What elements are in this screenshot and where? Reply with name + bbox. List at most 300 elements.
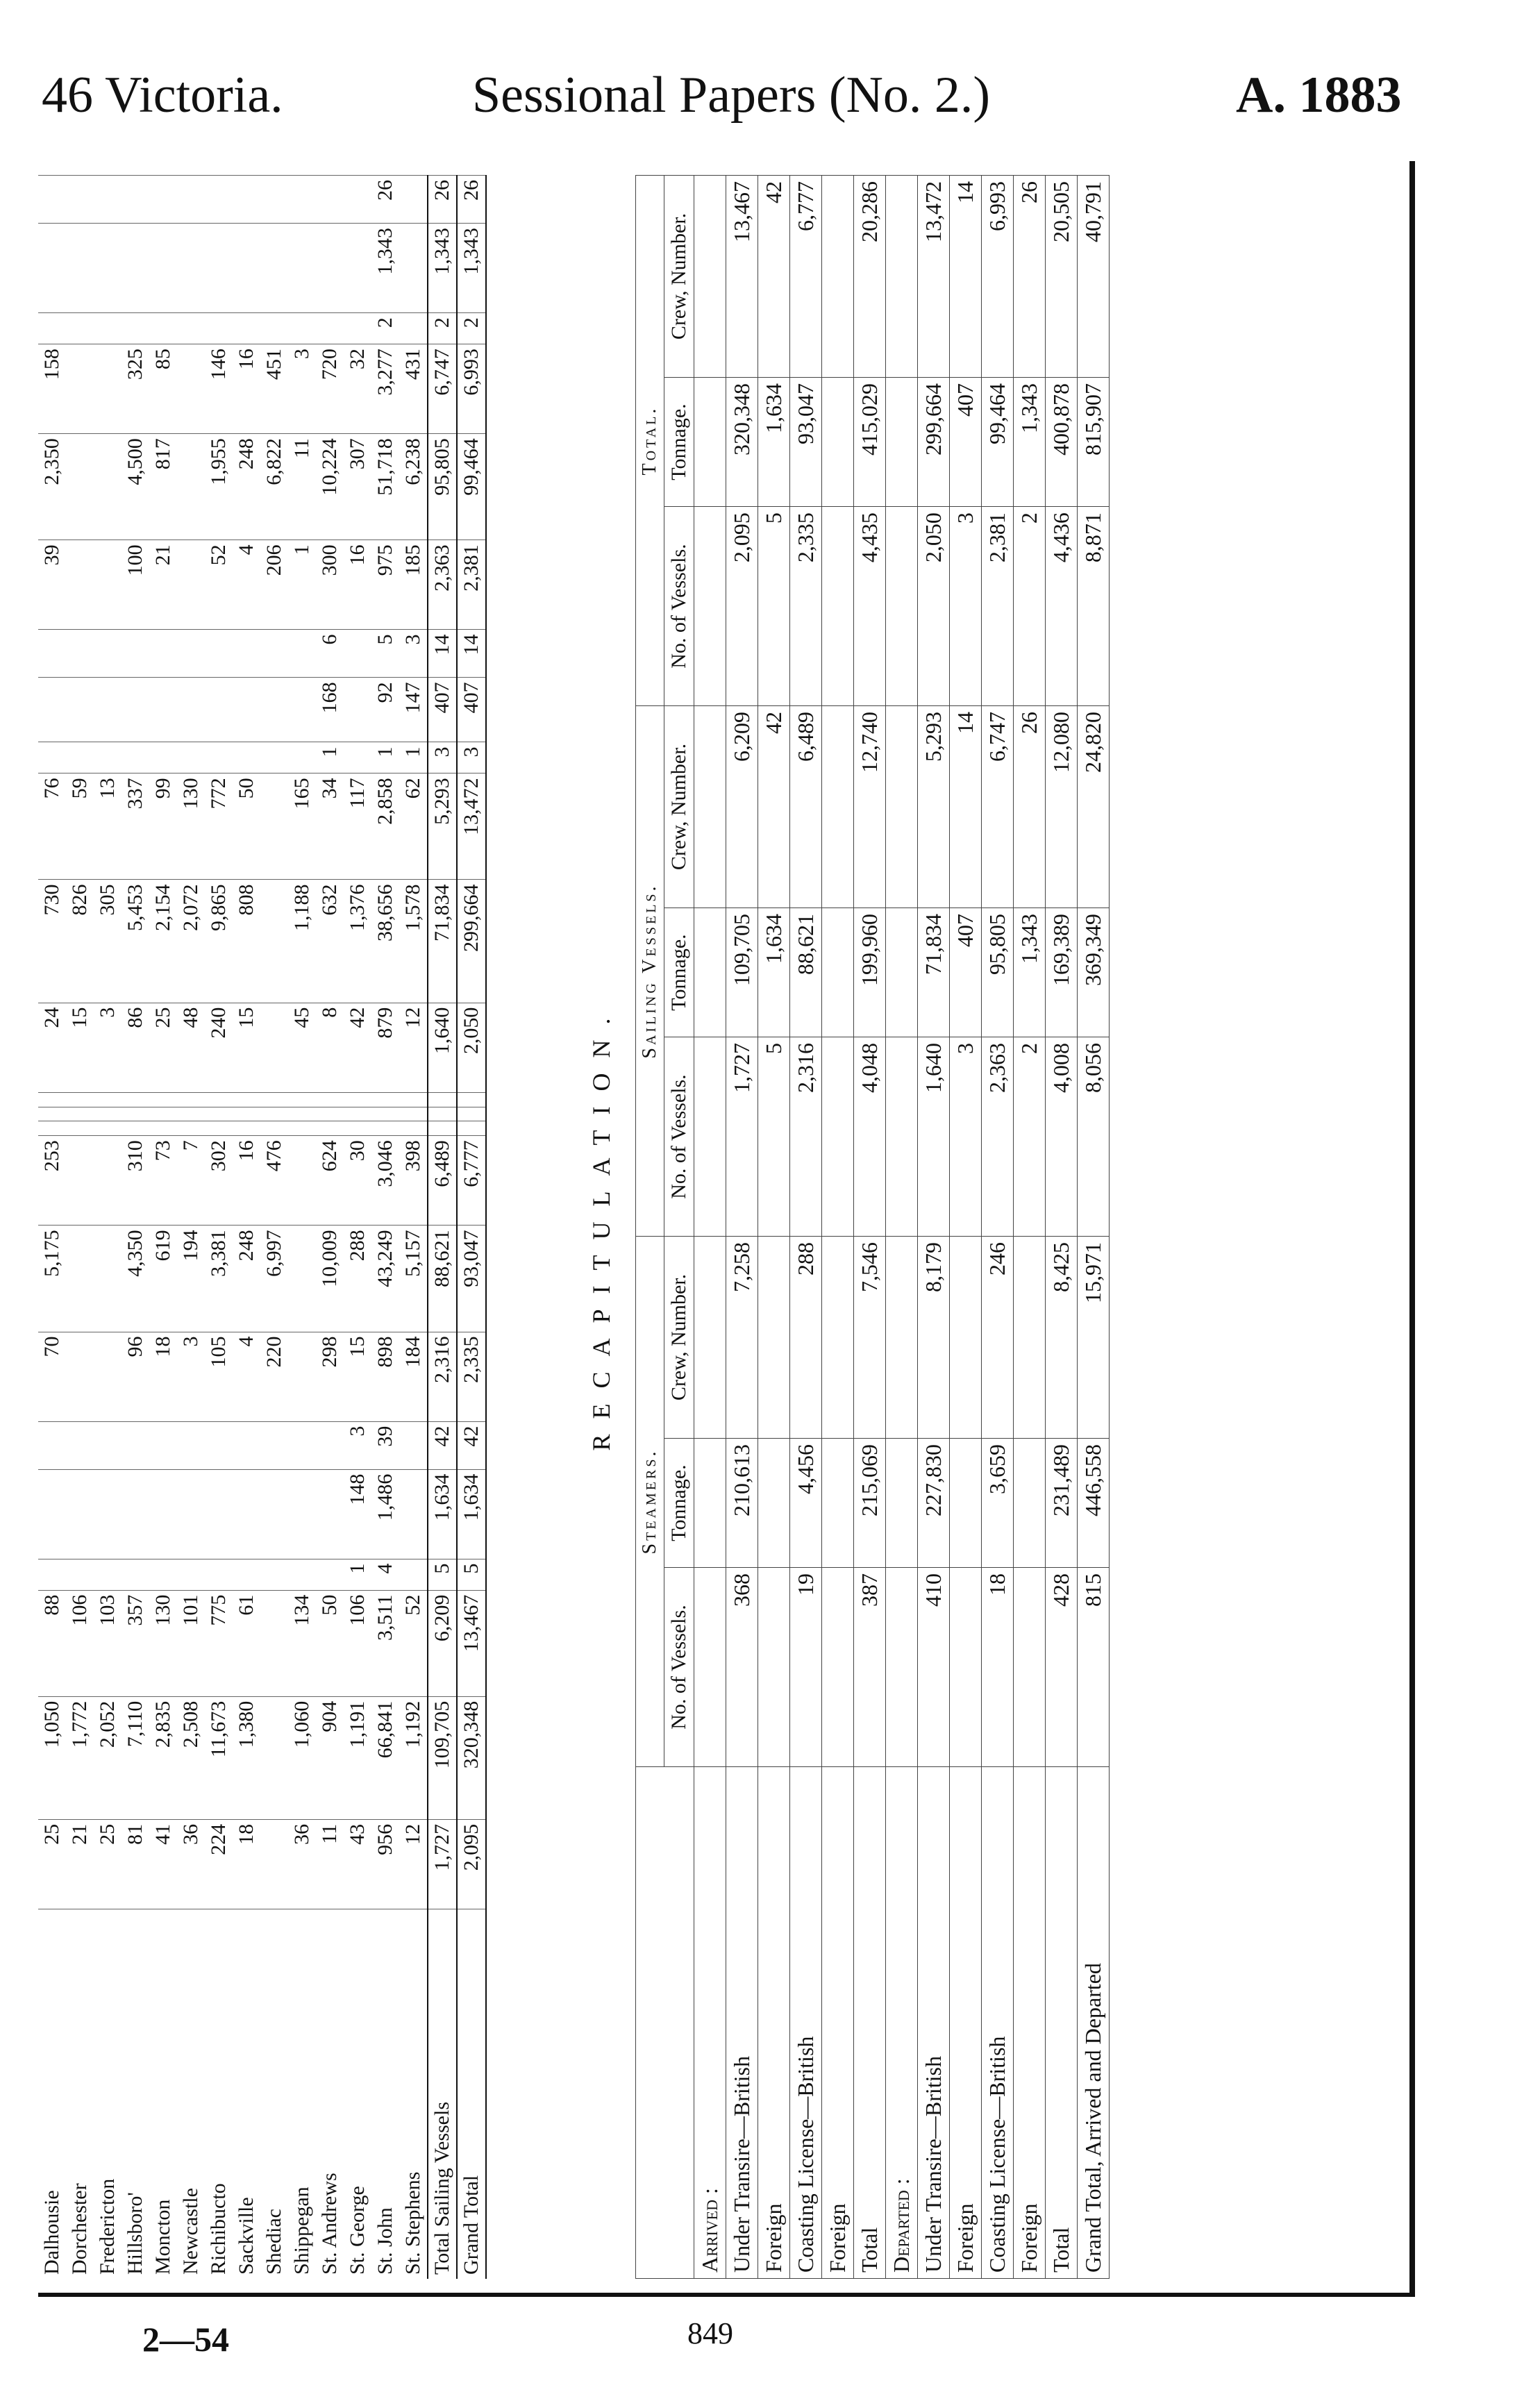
recap-cell (822, 908, 854, 1037)
port-cell (205, 1107, 233, 1121)
port-cell: 6,822 (260, 434, 288, 540)
port-cell (38, 630, 66, 678)
recap-cell: 26 (1014, 176, 1046, 378)
recap-cell: 95,805 (982, 908, 1014, 1037)
port-cell: 3 (344, 1421, 371, 1469)
port-cell (177, 434, 205, 540)
recap-cell: 40,791 (1078, 176, 1110, 378)
recap-cell (758, 1568, 790, 1767)
port-cell: 5,453 (122, 880, 149, 1003)
recap-cell: 815,907 (1078, 378, 1110, 507)
port-cell: 1,380 (233, 1696, 260, 1819)
port-cell: 105 (205, 1332, 233, 1421)
recap-cell: 246 (982, 1237, 1014, 1439)
port-cell: 184 (399, 1332, 428, 1421)
port-cell: 3,277 (371, 344, 399, 434)
port-cell: 5,157 (399, 1226, 428, 1332)
recap-row (854, 176, 886, 2279)
port-cell (122, 1107, 149, 1121)
port-cell: 59 (66, 773, 94, 880)
port-cell: 1 (344, 1559, 371, 1590)
recap-row-label: Coasting License—British (982, 1767, 1014, 2279)
port-cell: 38,656 (371, 880, 399, 1003)
port-cell (371, 1107, 399, 1121)
port-cell (428, 1121, 457, 1136)
port-cell (233, 678, 260, 742)
recap-cell: 4,435 (854, 507, 886, 706)
recap-cell: 400,878 (1046, 378, 1078, 507)
port-cell (38, 678, 66, 742)
port-cell (66, 176, 94, 224)
port-cell (94, 1559, 122, 1590)
port-cell: 6,997 (260, 1226, 288, 1332)
port-cell (260, 1819, 288, 1909)
recap-col-header: Crew, Number. (664, 706, 694, 908)
port-cell: 4 (233, 1332, 260, 1421)
recap-cell: 1,634 (758, 378, 790, 507)
port-cell (233, 1469, 260, 1559)
port-cell: 101 (177, 1590, 205, 1696)
port-cell: 310 (122, 1136, 149, 1226)
port-cell (399, 224, 428, 313)
port-cell: 904 (316, 1696, 344, 1819)
port-cell (233, 1559, 260, 1590)
port-cell: 2,835 (149, 1696, 177, 1819)
port-cell (94, 1136, 122, 1226)
port-cell: 168 (316, 678, 344, 742)
recap-cell: 7,546 (854, 1237, 886, 1439)
port-cell: 50 (316, 1590, 344, 1696)
port-cell (66, 1136, 94, 1226)
port-cell: 1,634 (457, 1469, 486, 1559)
port-cell: 24 (38, 1003, 66, 1092)
recap-row (982, 176, 1014, 2279)
port-cell: 619 (149, 1226, 177, 1332)
port-cell: 39 (371, 1421, 399, 1469)
port-cell (399, 176, 428, 224)
port-cell: 2 (457, 313, 486, 344)
recap-cell: 99,464 (982, 378, 1014, 507)
port-cell (66, 678, 94, 742)
port-cell: 50 (233, 773, 260, 880)
port-cell (260, 176, 288, 224)
recap-cell (822, 176, 854, 378)
port-cell (149, 1121, 177, 1136)
port-cell (288, 1226, 316, 1332)
port-cell: 775 (205, 1590, 233, 1696)
port-cell: 2,858 (371, 773, 399, 880)
recap-cell: 5 (758, 507, 790, 706)
port-name: Shediac (260, 1909, 288, 2280)
port-cell: 975 (371, 540, 399, 630)
port-cell (66, 540, 94, 630)
port-cell (399, 1469, 428, 1559)
recap-empty-cell (694, 507, 726, 706)
port-cell: 147 (399, 678, 428, 742)
port-cell: 1,188 (288, 880, 316, 1003)
recap-cell: 3,659 (982, 1438, 1014, 1567)
port-cell: 1,060 (288, 1696, 316, 1819)
port-cell: 2,095 (457, 1819, 486, 1909)
port-cell (177, 176, 205, 224)
port-cell (260, 742, 288, 773)
port-cell (122, 1469, 149, 1559)
recap-empty-cell (694, 1037, 726, 1237)
port-cell: 1,727 (428, 1819, 457, 1909)
port-cell (149, 1421, 177, 1469)
recap-cell: 446,558 (1078, 1438, 1110, 1567)
recap-cell: 15,971 (1078, 1237, 1110, 1439)
recap-cell: 1,727 (726, 1037, 758, 1237)
recap-section-label: Departed : (886, 1767, 918, 2279)
port-cell: 2 (428, 313, 457, 344)
port-cell (38, 1469, 66, 1559)
port-cell: 2,335 (457, 1332, 486, 1421)
port-cell: 817 (149, 434, 177, 540)
page-header-left: 46 Victoria. (42, 67, 283, 124)
port-cell: 95,805 (428, 434, 457, 540)
port-cell (233, 1107, 260, 1121)
port-cell: 3 (177, 1332, 205, 1421)
port-cell (66, 434, 94, 540)
port-cell: 32 (344, 344, 371, 434)
recap-cell: 4,456 (790, 1438, 822, 1567)
port-cell: 43 (344, 1819, 371, 1909)
port-cell: 25 (94, 1819, 122, 1909)
port-cell (205, 1092, 233, 1107)
port-cell: 130 (149, 1590, 177, 1696)
recap-cell (758, 1438, 790, 1567)
port-cell: 93,047 (457, 1226, 486, 1332)
recap-cell: 3 (950, 507, 982, 706)
port-cell: 1,578 (399, 880, 428, 1003)
port-cell (457, 1107, 486, 1121)
port-cell (149, 176, 177, 224)
recap-row-label: Foreign (758, 1767, 790, 2279)
port-cell: 117 (344, 773, 371, 880)
port-row (94, 176, 122, 2280)
port-cell (38, 1092, 66, 1107)
port-cell: 100 (122, 540, 149, 630)
recap-cell (822, 1438, 854, 1567)
port-cell: 18 (149, 1332, 177, 1421)
page-number: 849 (687, 2316, 733, 2350)
port-cell: 92 (371, 678, 399, 742)
port-cell (149, 313, 177, 344)
port-cell: 248 (233, 1226, 260, 1332)
port-cell (205, 1469, 233, 1559)
recap-cell: 24,820 (1078, 706, 1110, 908)
recap-cell: 12,740 (854, 706, 886, 908)
recap-section-row (886, 176, 918, 2279)
port-cell: 14 (457, 630, 486, 678)
port-name: Fredericton (94, 1909, 122, 2280)
recap-cell: 6,993 (982, 176, 1014, 378)
total-row (457, 176, 486, 2280)
port-cell: 1,192 (399, 1696, 428, 1819)
port-cell (316, 1559, 344, 1590)
port-cell (177, 224, 205, 313)
port-cell (177, 1092, 205, 1107)
recap-cell: 93,047 (790, 378, 822, 507)
port-cell: 70 (38, 1332, 66, 1421)
port-cell (149, 1559, 177, 1590)
port-row (260, 176, 288, 2280)
port-cell (94, 1121, 122, 1136)
port-cell (371, 1092, 399, 1107)
port-cell (260, 880, 288, 1003)
recap-empty-cell (886, 1438, 918, 1567)
port-name: St. George (344, 1909, 371, 2280)
port-cell: 2,350 (38, 434, 66, 540)
port-cell: 2,316 (428, 1332, 457, 1421)
recap-cell: 299,664 (918, 378, 950, 507)
port-cell (205, 678, 233, 742)
port-cell (38, 742, 66, 773)
port-cell (260, 1421, 288, 1469)
recap-empty-cell (886, 507, 918, 706)
recap-row (790, 176, 822, 2279)
recap-row (1046, 176, 1078, 2279)
recap-cell: 407 (950, 378, 982, 507)
port-name: Moncton (149, 1909, 177, 2280)
port-cell: 14 (428, 630, 457, 678)
port-cell: 16 (344, 540, 371, 630)
port-cell: 12 (399, 1819, 428, 1909)
port-cell (288, 1332, 316, 1421)
port-cell (66, 224, 94, 313)
recap-cell: 199,960 (854, 908, 886, 1037)
port-cell (344, 630, 371, 678)
port-cell (177, 1469, 205, 1559)
recap-row-label: Foreign (822, 1767, 854, 2279)
port-cell: 3 (428, 742, 457, 773)
port-cell: 158 (38, 344, 66, 434)
port-cell (233, 1421, 260, 1469)
recap-cell: 387 (854, 1568, 886, 1767)
port-cell (233, 1092, 260, 1107)
recap-empty-cell (886, 908, 918, 1037)
port-cell (344, 224, 371, 313)
port-cell: 148 (344, 1469, 371, 1559)
port-name: Dalhousie (38, 1909, 66, 2280)
recap-empty-cell (694, 908, 726, 1037)
recap-cell: 3 (950, 1037, 982, 1237)
recap-empty-cell (886, 176, 918, 378)
port-cell: 3,511 (371, 1590, 399, 1696)
port-cell (205, 742, 233, 773)
port-cell (260, 313, 288, 344)
port-cell: 1,343 (428, 224, 457, 313)
recap-cell: 5,293 (918, 706, 950, 908)
recap-cell (950, 1237, 982, 1439)
port-cell: 2,363 (428, 540, 457, 630)
port-cell (66, 1332, 94, 1421)
recap-cell (1014, 1568, 1046, 1767)
port-cell (344, 742, 371, 773)
port-cell: 146 (205, 344, 233, 434)
recap-col-header: No. of Vessels. (664, 1568, 694, 1767)
port-cell (94, 176, 122, 224)
port-cell (122, 1559, 149, 1590)
port-cell (66, 313, 94, 344)
port-row (177, 176, 205, 2280)
recap-empty-cell (886, 706, 918, 908)
port-cell (177, 313, 205, 344)
port-cell (122, 224, 149, 313)
port-cell: 2,072 (177, 880, 205, 1003)
port-cell (66, 1226, 94, 1332)
port-cell: 106 (66, 1590, 94, 1696)
recap-section-row (694, 176, 726, 2279)
port-cell (205, 176, 233, 224)
port-cell (38, 224, 66, 313)
port-cell: 48 (177, 1003, 205, 1092)
port-row (149, 176, 177, 2280)
recap-section-label: Arrived : (694, 1767, 726, 2279)
port-cell (149, 678, 177, 742)
port-cell: 772 (205, 773, 233, 880)
port-cell (122, 630, 149, 678)
port-cell (149, 1107, 177, 1121)
recap-col-header: No. of Vessels. (664, 507, 694, 706)
port-cell (399, 1421, 428, 1469)
port-cell: 1,191 (344, 1696, 371, 1819)
recap-cell: 1,343 (1014, 908, 1046, 1037)
recap-empty-cell (694, 706, 726, 908)
port-cell (177, 678, 205, 742)
recap-row (918, 176, 950, 2279)
port-cell (149, 1092, 177, 1107)
port-row (233, 176, 260, 2280)
port-cell: 337 (122, 773, 149, 880)
port-cell (457, 1121, 486, 1136)
port-cell: 1 (371, 742, 399, 773)
recap-col-header: Crew, Number. (664, 176, 694, 378)
port-cell (122, 1121, 149, 1136)
port-cell (260, 678, 288, 742)
port-cell (177, 1421, 205, 1469)
recap-cell: 2 (1014, 507, 1046, 706)
port-cell (66, 1469, 94, 1559)
port-row (66, 176, 94, 2280)
recap-cell (822, 507, 854, 706)
recap-empty-cell (886, 1037, 918, 1237)
recap-cell (758, 1237, 790, 1439)
recap-cell: 169,389 (1046, 908, 1078, 1037)
port-cell: 85 (149, 344, 177, 434)
recapitulation-title: RECAPITULATION. (587, 1003, 615, 1451)
port-cell: 1,640 (428, 1003, 457, 1092)
port-cell: 5 (428, 1559, 457, 1590)
port-cell (94, 1092, 122, 1107)
port-cell: 15 (233, 1003, 260, 1092)
port-cell (260, 1107, 288, 1121)
recap-cell: 42 (758, 706, 790, 908)
port-cell (316, 1121, 344, 1136)
recap-cell: 320,348 (726, 378, 758, 507)
recap-rows (694, 176, 1110, 2279)
port-row (399, 176, 428, 2280)
port-cell (177, 1107, 205, 1121)
port-cell: 81 (122, 1819, 149, 1909)
port-cell: 21 (149, 540, 177, 630)
port-cell: 288 (344, 1226, 371, 1332)
group-total: Total. (636, 176, 664, 706)
port-cell (344, 1107, 371, 1121)
port-cell: 25 (149, 1003, 177, 1092)
recap-row (822, 176, 854, 2279)
port-cell (38, 1559, 66, 1590)
recap-empty-cell (694, 1568, 726, 1767)
recap-row-label: Under Transire—British (726, 1767, 758, 2279)
recap-cell: 8,056 (1078, 1037, 1110, 1237)
recap-cell: 415,029 (854, 378, 886, 507)
recap-cell: 410 (918, 1568, 950, 1767)
port-cell (66, 630, 94, 678)
recap-cell: 71,834 (918, 908, 950, 1037)
port-cell (94, 224, 122, 313)
port-name: Dorchester (66, 1909, 94, 2280)
recap-cell: 12,080 (1046, 706, 1078, 908)
recap-cell: 8,871 (1078, 507, 1110, 706)
port-cell: 1,634 (428, 1469, 457, 1559)
port-cell: 224 (205, 1819, 233, 1909)
port-cell: 720 (316, 344, 344, 434)
port-cell: 66,841 (371, 1696, 399, 1819)
port-cell: 3 (399, 630, 428, 678)
port-cell: 13,472 (457, 773, 486, 880)
recap-cell: 14 (950, 176, 982, 378)
port-cell: 5,293 (428, 773, 457, 880)
port-cell: 4 (233, 540, 260, 630)
recap-cell (950, 1568, 982, 1767)
port-cell: 1,050 (38, 1696, 66, 1819)
port-cell (38, 176, 66, 224)
port-cell (233, 313, 260, 344)
port-cell: 1 (288, 540, 316, 630)
port-cell (260, 1696, 288, 1819)
port-cell: 13,467 (457, 1590, 486, 1696)
port-cell (316, 1107, 344, 1121)
port-cell (260, 224, 288, 313)
port-cell: 16 (233, 1136, 260, 1226)
port-cell (94, 313, 122, 344)
recap-cell: 5 (758, 1037, 790, 1237)
recap-col-header: Tonnage. (664, 908, 694, 1037)
port-name: St. Stephens (399, 1909, 428, 2280)
recap-cell: 2,381 (982, 507, 1014, 706)
recap-row (1014, 176, 1046, 2279)
port-cell (66, 1559, 94, 1590)
port-cell (177, 742, 205, 773)
port-cell (344, 1121, 371, 1136)
port-cell: 5 (371, 630, 399, 678)
port-cell: 826 (66, 880, 94, 1003)
port-cell (371, 1121, 399, 1136)
port-cell: 130 (177, 773, 205, 880)
port-cell (288, 1421, 316, 1469)
port-cell: 407 (457, 678, 486, 742)
port-cell: 86 (122, 1003, 149, 1092)
recap-cell: 6,747 (982, 706, 1014, 908)
port-cell: 1 (399, 742, 428, 773)
port-cell (316, 1469, 344, 1559)
recap-cell: 2,050 (918, 507, 950, 706)
port-cell (177, 344, 205, 434)
recap-empty-cell (886, 1568, 918, 1767)
page-footer-left: 2—54 (142, 2320, 229, 2359)
